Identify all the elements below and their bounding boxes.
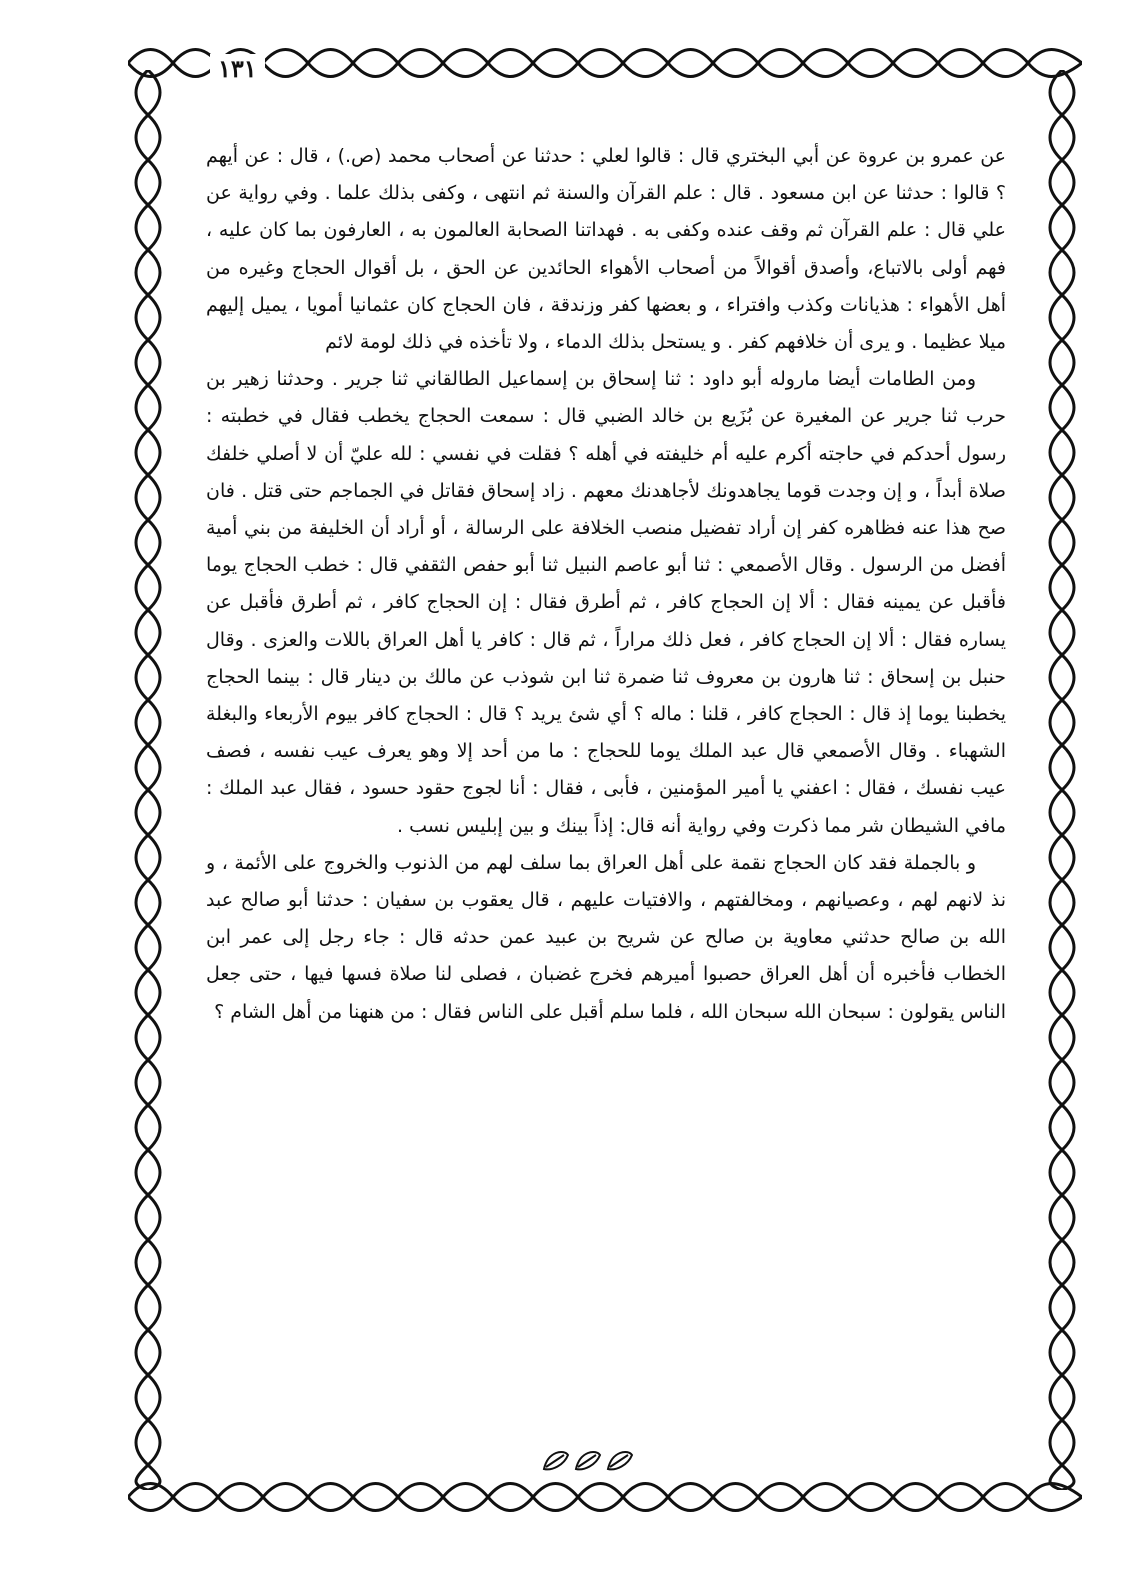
paragraph-3: و بالجملة فقد كان الحجاج نقمة على أهل العراق بما سلف لهم من الذنوب والخروج على الأئمة ، و نذ لانهم لهم ، وعصيانهم ، ومخالفتهم ، والافتيات عليهم ، قال يعقوب بن سفيان : حدثنا أبو صالح عبد الله بن صالح حدثني معاوية بن صالح عن شريح بن عبيد عمن حدثه قال : جاء رجل إلى عمر ابن الخطاب فأخبره أن أهل العراق حصبوا أميرهم فخرج غضبان ، فصلى لنا صلاة فسها فيها ، حتى جعل الناس يقولون : سبحان الله سبحان الله ، فلما سلم أقبل على الناس فقال : من هنهنا من أهل الشام ؟ — [206, 851, 1006, 1023]
page-number: ١٣١ — [210, 54, 265, 84]
page-body — [206, 138, 1006, 1438]
braided-border-bottom-icon — [128, 1474, 1082, 1520]
page-frame — [128, 40, 1082, 1520]
paragraph-1: عن عمرو بن عروة عن أبي البختري قال : قالوا لعلي : حدثنا عن أصحاب محمد (ص.) ، قال : عن أيهم ؟ قالوا : حدثنا عن ابن مسعود . قال : علم القرآن والسنة ثم انتهى ، وكفى بذلك علما . وفي رواية عن علي قال : علم القرآن ثم وقف عنده وكفى به . فهداتنا الصحابة العالمون به ، العارفون بما كان عليه ، فهم أولى بالاتباع، وأصدق أقوالاً من أصحاب الأهواء الحائدين عن الحق ، بل أقوال الحجاج وغيره من أهل الأهواء : هذيانات وكذب وافتراء ، و بعضها كفر وزندقة ، فان الحجاج كان عثمانيا أمويا ، يميل إليهم ميلا عظيما . و يرى أن خلافهم كفر . و يستحل بذلك الدماء ، ولا تأخذه في ذلك لومة لائم — [206, 145, 1006, 354]
paragraph-2: ومن الطامات أيضا ماروله أبو داود : ثنا إسحاق بن إسماعيل الطالقاني ثنا جرير . وحدثنا زهير بن حرب ثنا جرير عن المغيرة عن بُزَيع بن خالد الضبي قال : سمعت الحجاج يخطب فقال في خطبته : رسول أحدكم في حاجته أكرم عليه أم خليفته في أهله ؟ فقلت في نفسي : لله عليّ أن لا أصلي خلفك صلاة أبداً ، و إن وجدت قوما يجاهدونك لأجاهدنك معهم . زاد إسحاق فقاتل في الجماجم حتى قتل . فان صح هذا عنه فظاهره كفر إن أراد تفضيل منصب الخلافة على الرسالة ، أو أراد أن الخليفة من بني أمية أفضل من الرسول . وقال الأصمعي : ثنا أبو عاصم النبيل ثنا أبو حفص الثقفي قال : خطب الحجاج يوما فأقبل عن يمينه فقال : ألا إن الحجاج كافر ، ثم أطرق فقال : إن الحجاج كافر ، ثم أطرق فأقبل عن يساره فقال : ألا إن الحجاج كافر ، فعل ذلك مراراً ، ثم قال : كافر يا أهل العراق باللات والعزى . وقال حنبل بن إسحاق : ثنا هارون بن معروف ثنا ضمرة ثنا ابن شوذب عن مالك بن دينار قال : بينما الحجاج يخطبنا يوما إذ قال : الحجاج كافر ، قلنا : ماله ؟ أي شئ يريد ؟ قال : الحجاج كافر بيوم الأربعاء والبغلة الشهباء . وقال الأصمعي قال عبد الملك يوما للحجاج : ما من أحد إلا وهو يعرف عيب نفسه ، فصف عيب نفسك ، فقال : اعفني يا أمير المؤمنين ، فأبى ، فقال : أنا لجوج حقود حسود ، فقال عبد الملك : مافي الشيطان شر مما ذكرت وفي رواية أنه قال: إذاً بينك و بين إبليس نسب . — [206, 368, 1006, 837]
braided-border-right-icon — [1042, 70, 1082, 1490]
braided-border-left-icon — [128, 70, 168, 1490]
braided-border-top-icon — [128, 40, 1082, 86]
leaf-ornament-icon — [538, 1445, 638, 1475]
